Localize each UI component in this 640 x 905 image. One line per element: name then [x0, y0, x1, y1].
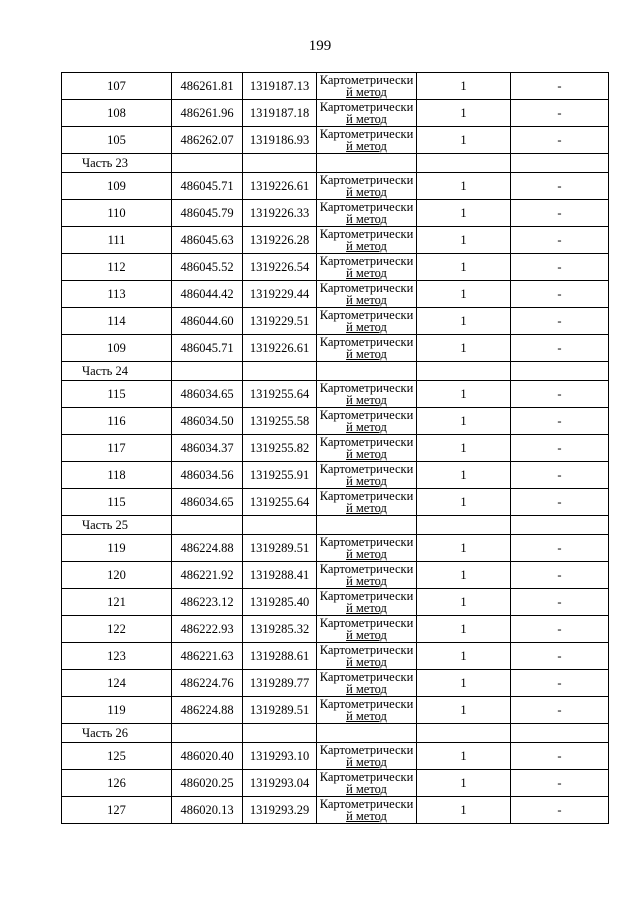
- note-cell: -: [511, 589, 609, 616]
- method-line-2: й метод: [346, 266, 387, 280]
- accuracy-cell: 1: [417, 335, 511, 362]
- method-line-1: Картометрически: [319, 797, 414, 811]
- empty-cell: [317, 362, 417, 381]
- empty-cell: [417, 516, 511, 535]
- table-row: [62, 254, 609, 281]
- method-line-1: Картометрически: [319, 435, 414, 449]
- y-coordinate-cell: 1319289.77: [243, 670, 317, 697]
- x-coordinate-cell: 486045.79: [172, 200, 243, 227]
- y-coordinate-cell: 1319288.61: [243, 643, 317, 670]
- note-cell: -: [511, 770, 609, 797]
- method-line-1: Картометрически: [319, 770, 414, 784]
- y-coordinate-cell: 1319226.61: [243, 335, 317, 362]
- point-number-cell: 119: [62, 697, 172, 724]
- point-number-cell: 122: [62, 616, 172, 643]
- table-row: [62, 200, 609, 227]
- method-cell: [317, 616, 417, 643]
- part-label: Часть 25: [62, 516, 172, 535]
- method-cell: [317, 697, 417, 724]
- table-row: [62, 308, 609, 335]
- x-coordinate-cell: 486224.88: [172, 697, 243, 724]
- accuracy-cell: 1: [417, 616, 511, 643]
- method-cell: [317, 200, 417, 227]
- method-line-1: Картометрически: [319, 281, 414, 295]
- point-number-cell: 119: [62, 535, 172, 562]
- table-row: [62, 462, 609, 489]
- method-line-2: й метод: [346, 547, 387, 561]
- accuracy-cell: 1: [417, 435, 511, 462]
- method-line-2: й метод: [346, 320, 387, 334]
- x-coordinate-cell: 486221.92: [172, 562, 243, 589]
- coordinates-table: [61, 72, 609, 824]
- method-line-2: й метод: [346, 709, 387, 723]
- part-header-row: [62, 362, 609, 381]
- point-number-cell: 112: [62, 254, 172, 281]
- coordinates-table-body: [62, 73, 609, 824]
- accuracy-cell: 1: [417, 73, 511, 100]
- note-cell: -: [511, 743, 609, 770]
- page-number: 199: [308, 38, 332, 54]
- y-coordinate-cell: 1319289.51: [243, 697, 317, 724]
- method-line-2: й метод: [346, 447, 387, 461]
- table-row: [62, 73, 609, 100]
- empty-cell: [172, 516, 243, 535]
- empty-cell: [243, 724, 317, 743]
- part-header-row: [62, 724, 609, 743]
- accuracy-cell: 1: [417, 227, 511, 254]
- note-cell: -: [511, 308, 609, 335]
- empty-cell: [243, 516, 317, 535]
- method-line-2: й метод: [346, 112, 387, 126]
- method-line-2: й метод: [346, 809, 387, 823]
- empty-cell: [243, 362, 317, 381]
- y-coordinate-cell: 1319226.54: [243, 254, 317, 281]
- note-cell: -: [511, 670, 609, 697]
- accuracy-cell: 1: [417, 589, 511, 616]
- note-cell: -: [511, 435, 609, 462]
- accuracy-cell: 1: [417, 308, 511, 335]
- method-line-2: й метод: [346, 393, 387, 407]
- empty-cell: [417, 362, 511, 381]
- method-line-2: й метод: [346, 601, 387, 615]
- point-number-cell: 105: [62, 127, 172, 154]
- table-row: [62, 797, 609, 824]
- note-cell: -: [511, 489, 609, 516]
- y-coordinate-cell: 1319229.44: [243, 281, 317, 308]
- y-coordinate-cell: 1319293.10: [243, 743, 317, 770]
- note-cell: -: [511, 616, 609, 643]
- accuracy-cell: 1: [417, 670, 511, 697]
- empty-cell: [317, 154, 417, 173]
- table-row: [62, 643, 609, 670]
- method-line-1: Картометрически: [319, 173, 414, 187]
- method-cell: [317, 797, 417, 824]
- note-cell: -: [511, 335, 609, 362]
- y-coordinate-cell: 1319285.40: [243, 589, 317, 616]
- method-cell: [317, 743, 417, 770]
- accuracy-cell: 1: [417, 281, 511, 308]
- method-line-1: Картометрически: [319, 308, 414, 322]
- note-cell: -: [511, 100, 609, 127]
- method-cell: [317, 100, 417, 127]
- method-line-1: Картометрически: [319, 670, 414, 684]
- point-number-cell: 123: [62, 643, 172, 670]
- point-number-cell: 108: [62, 100, 172, 127]
- method-cell: [317, 770, 417, 797]
- x-coordinate-cell: 486222.93: [172, 616, 243, 643]
- y-coordinate-cell: 1319255.82: [243, 435, 317, 462]
- x-coordinate-cell: 486020.25: [172, 770, 243, 797]
- y-coordinate-cell: 1319226.61: [243, 173, 317, 200]
- table-row: [62, 489, 609, 516]
- method-line-2: й метод: [346, 782, 387, 796]
- x-coordinate-cell: 486223.12: [172, 589, 243, 616]
- y-coordinate-cell: 1319289.51: [243, 535, 317, 562]
- x-coordinate-cell: 486224.88: [172, 535, 243, 562]
- method-line-1: Картометрически: [319, 643, 414, 657]
- x-coordinate-cell: 486034.65: [172, 381, 243, 408]
- x-coordinate-cell: 486044.42: [172, 281, 243, 308]
- empty-cell: [511, 724, 609, 743]
- method-line-2: й метод: [346, 239, 387, 253]
- part-label: Часть 26: [62, 724, 172, 743]
- method-cell: [317, 308, 417, 335]
- y-coordinate-cell: 1319255.58: [243, 408, 317, 435]
- accuracy-cell: 1: [417, 562, 511, 589]
- x-coordinate-cell: 486261.81: [172, 73, 243, 100]
- x-coordinate-cell: 486044.60: [172, 308, 243, 335]
- point-number-cell: 127: [62, 797, 172, 824]
- method-line-1: Картометрически: [319, 335, 414, 349]
- note-cell: -: [511, 462, 609, 489]
- table-row: [62, 562, 609, 589]
- method-cell: [317, 489, 417, 516]
- table-row: [62, 616, 609, 643]
- method-line-1: Картометрически: [319, 408, 414, 422]
- y-coordinate-cell: 1319255.91: [243, 462, 317, 489]
- method-line-1: Картометрически: [319, 562, 414, 576]
- point-number-cell: 111: [62, 227, 172, 254]
- accuracy-cell: 1: [417, 408, 511, 435]
- table-row: [62, 697, 609, 724]
- method-cell: [317, 73, 417, 100]
- method-line-1: Картометрически: [319, 73, 414, 87]
- table-row: [62, 408, 609, 435]
- note-cell: -: [511, 73, 609, 100]
- method-line-2: й метод: [346, 755, 387, 769]
- method-line-1: Картометрически: [319, 100, 414, 114]
- accuracy-cell: 1: [417, 100, 511, 127]
- accuracy-cell: 1: [417, 381, 511, 408]
- point-number-cell: 120: [62, 562, 172, 589]
- accuracy-cell: 1: [417, 200, 511, 227]
- accuracy-cell: 1: [417, 697, 511, 724]
- point-number-cell: 118: [62, 462, 172, 489]
- method-line-2: й метод: [346, 628, 387, 642]
- method-line-2: й метод: [346, 655, 387, 669]
- table-row: [62, 335, 609, 362]
- y-coordinate-cell: 1319187.13: [243, 73, 317, 100]
- note-cell: -: [511, 697, 609, 724]
- table-row: [62, 281, 609, 308]
- table-row: [62, 743, 609, 770]
- point-number-cell: 113: [62, 281, 172, 308]
- method-cell: [317, 173, 417, 200]
- x-coordinate-cell: 486034.50: [172, 408, 243, 435]
- method-cell: [317, 335, 417, 362]
- x-coordinate-cell: 486045.63: [172, 227, 243, 254]
- accuracy-cell: 1: [417, 643, 511, 670]
- method-line-1: Картометрически: [319, 535, 414, 549]
- note-cell: -: [511, 227, 609, 254]
- method-line-1: Картометрически: [319, 254, 414, 268]
- accuracy-cell: 1: [417, 535, 511, 562]
- point-number-cell: 109: [62, 335, 172, 362]
- method-line-1: Картометрически: [319, 462, 414, 476]
- point-number-cell: 126: [62, 770, 172, 797]
- accuracy-cell: 1: [417, 489, 511, 516]
- method-line-2: й метод: [346, 574, 387, 588]
- method-line-1: Картометрически: [319, 489, 414, 503]
- point-number-cell: 116: [62, 408, 172, 435]
- method-cell: [317, 227, 417, 254]
- x-coordinate-cell: 486045.52: [172, 254, 243, 281]
- y-coordinate-cell: 1319255.64: [243, 381, 317, 408]
- method-cell: [317, 127, 417, 154]
- empty-cell: [317, 516, 417, 535]
- part-label: Часть 24: [62, 362, 172, 381]
- method-cell: [317, 589, 417, 616]
- method-line-2: й метод: [346, 139, 387, 153]
- table-row: [62, 127, 609, 154]
- method-line-2: й метод: [346, 85, 387, 99]
- point-number-cell: 117: [62, 435, 172, 462]
- x-coordinate-cell: 486224.76: [172, 670, 243, 697]
- note-cell: -: [511, 381, 609, 408]
- table-row: [62, 770, 609, 797]
- part-label: Часть 23: [62, 154, 172, 173]
- x-coordinate-cell: 486034.37: [172, 435, 243, 462]
- method-line-2: й метод: [346, 347, 387, 361]
- x-coordinate-cell: 486045.71: [172, 173, 243, 200]
- x-coordinate-cell: 486020.40: [172, 743, 243, 770]
- method-line-2: й метод: [346, 474, 387, 488]
- method-cell: [317, 643, 417, 670]
- method-line-1: Картометрически: [319, 697, 414, 711]
- table-row: [62, 670, 609, 697]
- accuracy-cell: 1: [417, 173, 511, 200]
- point-number-cell: 110: [62, 200, 172, 227]
- method-cell: [317, 462, 417, 489]
- point-number-cell: 124: [62, 670, 172, 697]
- method-cell: [317, 381, 417, 408]
- accuracy-cell: 1: [417, 743, 511, 770]
- method-line-2: й метод: [346, 501, 387, 515]
- method-line-1: Картометрически: [319, 743, 414, 757]
- empty-cell: [172, 362, 243, 381]
- accuracy-cell: 1: [417, 797, 511, 824]
- table-row: [62, 100, 609, 127]
- x-coordinate-cell: 486261.96: [172, 100, 243, 127]
- accuracy-cell: 1: [417, 127, 511, 154]
- y-coordinate-cell: 1319186.93: [243, 127, 317, 154]
- empty-cell: [511, 516, 609, 535]
- method-line-2: й метод: [346, 293, 387, 307]
- x-coordinate-cell: 486034.65: [172, 489, 243, 516]
- empty-cell: [172, 724, 243, 743]
- point-number-cell: 121: [62, 589, 172, 616]
- note-cell: -: [511, 281, 609, 308]
- note-cell: -: [511, 200, 609, 227]
- note-cell: -: [511, 408, 609, 435]
- method-line-2: й метод: [346, 420, 387, 434]
- point-number-cell: 115: [62, 381, 172, 408]
- part-header-row: [62, 516, 609, 535]
- point-number-cell: 107: [62, 73, 172, 100]
- note-cell: -: [511, 173, 609, 200]
- y-coordinate-cell: 1319293.04: [243, 770, 317, 797]
- method-cell: [317, 670, 417, 697]
- method-cell: [317, 281, 417, 308]
- table-row: [62, 173, 609, 200]
- method-line-1: Картометрически: [319, 200, 414, 214]
- y-coordinate-cell: 1319293.29: [243, 797, 317, 824]
- method-cell: [317, 562, 417, 589]
- method-line-1: Картометрически: [319, 381, 414, 395]
- note-cell: -: [511, 254, 609, 281]
- empty-cell: [417, 724, 511, 743]
- method-line-2: й метод: [346, 185, 387, 199]
- y-coordinate-cell: 1319285.32: [243, 616, 317, 643]
- y-coordinate-cell: 1319255.64: [243, 489, 317, 516]
- empty-cell: [317, 724, 417, 743]
- method-cell: [317, 408, 417, 435]
- part-header-row: [62, 154, 609, 173]
- y-coordinate-cell: 1319288.41: [243, 562, 317, 589]
- note-cell: -: [511, 797, 609, 824]
- y-coordinate-cell: 1319226.33: [243, 200, 317, 227]
- x-coordinate-cell: 486045.71: [172, 335, 243, 362]
- table-row: [62, 435, 609, 462]
- note-cell: -: [511, 127, 609, 154]
- method-line-2: й метод: [346, 212, 387, 226]
- accuracy-cell: 1: [417, 254, 511, 281]
- x-coordinate-cell: 486034.56: [172, 462, 243, 489]
- method-cell: [317, 254, 417, 281]
- x-coordinate-cell: 486221.63: [172, 643, 243, 670]
- point-number-cell: 109: [62, 173, 172, 200]
- accuracy-cell: 1: [417, 462, 511, 489]
- y-coordinate-cell: 1319229.51: [243, 308, 317, 335]
- x-coordinate-cell: 486020.13: [172, 797, 243, 824]
- point-number-cell: 114: [62, 308, 172, 335]
- method-line-2: й метод: [346, 682, 387, 696]
- table-row: [62, 535, 609, 562]
- table-row: [62, 381, 609, 408]
- empty-cell: [243, 154, 317, 173]
- empty-cell: [172, 154, 243, 173]
- accuracy-cell: 1: [417, 770, 511, 797]
- method-line-1: Картометрически: [319, 227, 414, 241]
- method-line-1: Картометрически: [319, 127, 414, 141]
- note-cell: -: [511, 643, 609, 670]
- empty-cell: [511, 154, 609, 173]
- empty-cell: [511, 362, 609, 381]
- empty-cell: [417, 154, 511, 173]
- method-line-1: Картометрически: [319, 589, 414, 603]
- method-line-1: Картометрически: [319, 616, 414, 630]
- table-row: [62, 227, 609, 254]
- y-coordinate-cell: 1319187.18: [243, 100, 317, 127]
- table-row: [62, 589, 609, 616]
- point-number-cell: 125: [62, 743, 172, 770]
- x-coordinate-cell: 486262.07: [172, 127, 243, 154]
- note-cell: -: [511, 562, 609, 589]
- method-cell: [317, 535, 417, 562]
- point-number-cell: 115: [62, 489, 172, 516]
- y-coordinate-cell: 1319226.28: [243, 227, 317, 254]
- method-cell: [317, 435, 417, 462]
- note-cell: -: [511, 535, 609, 562]
